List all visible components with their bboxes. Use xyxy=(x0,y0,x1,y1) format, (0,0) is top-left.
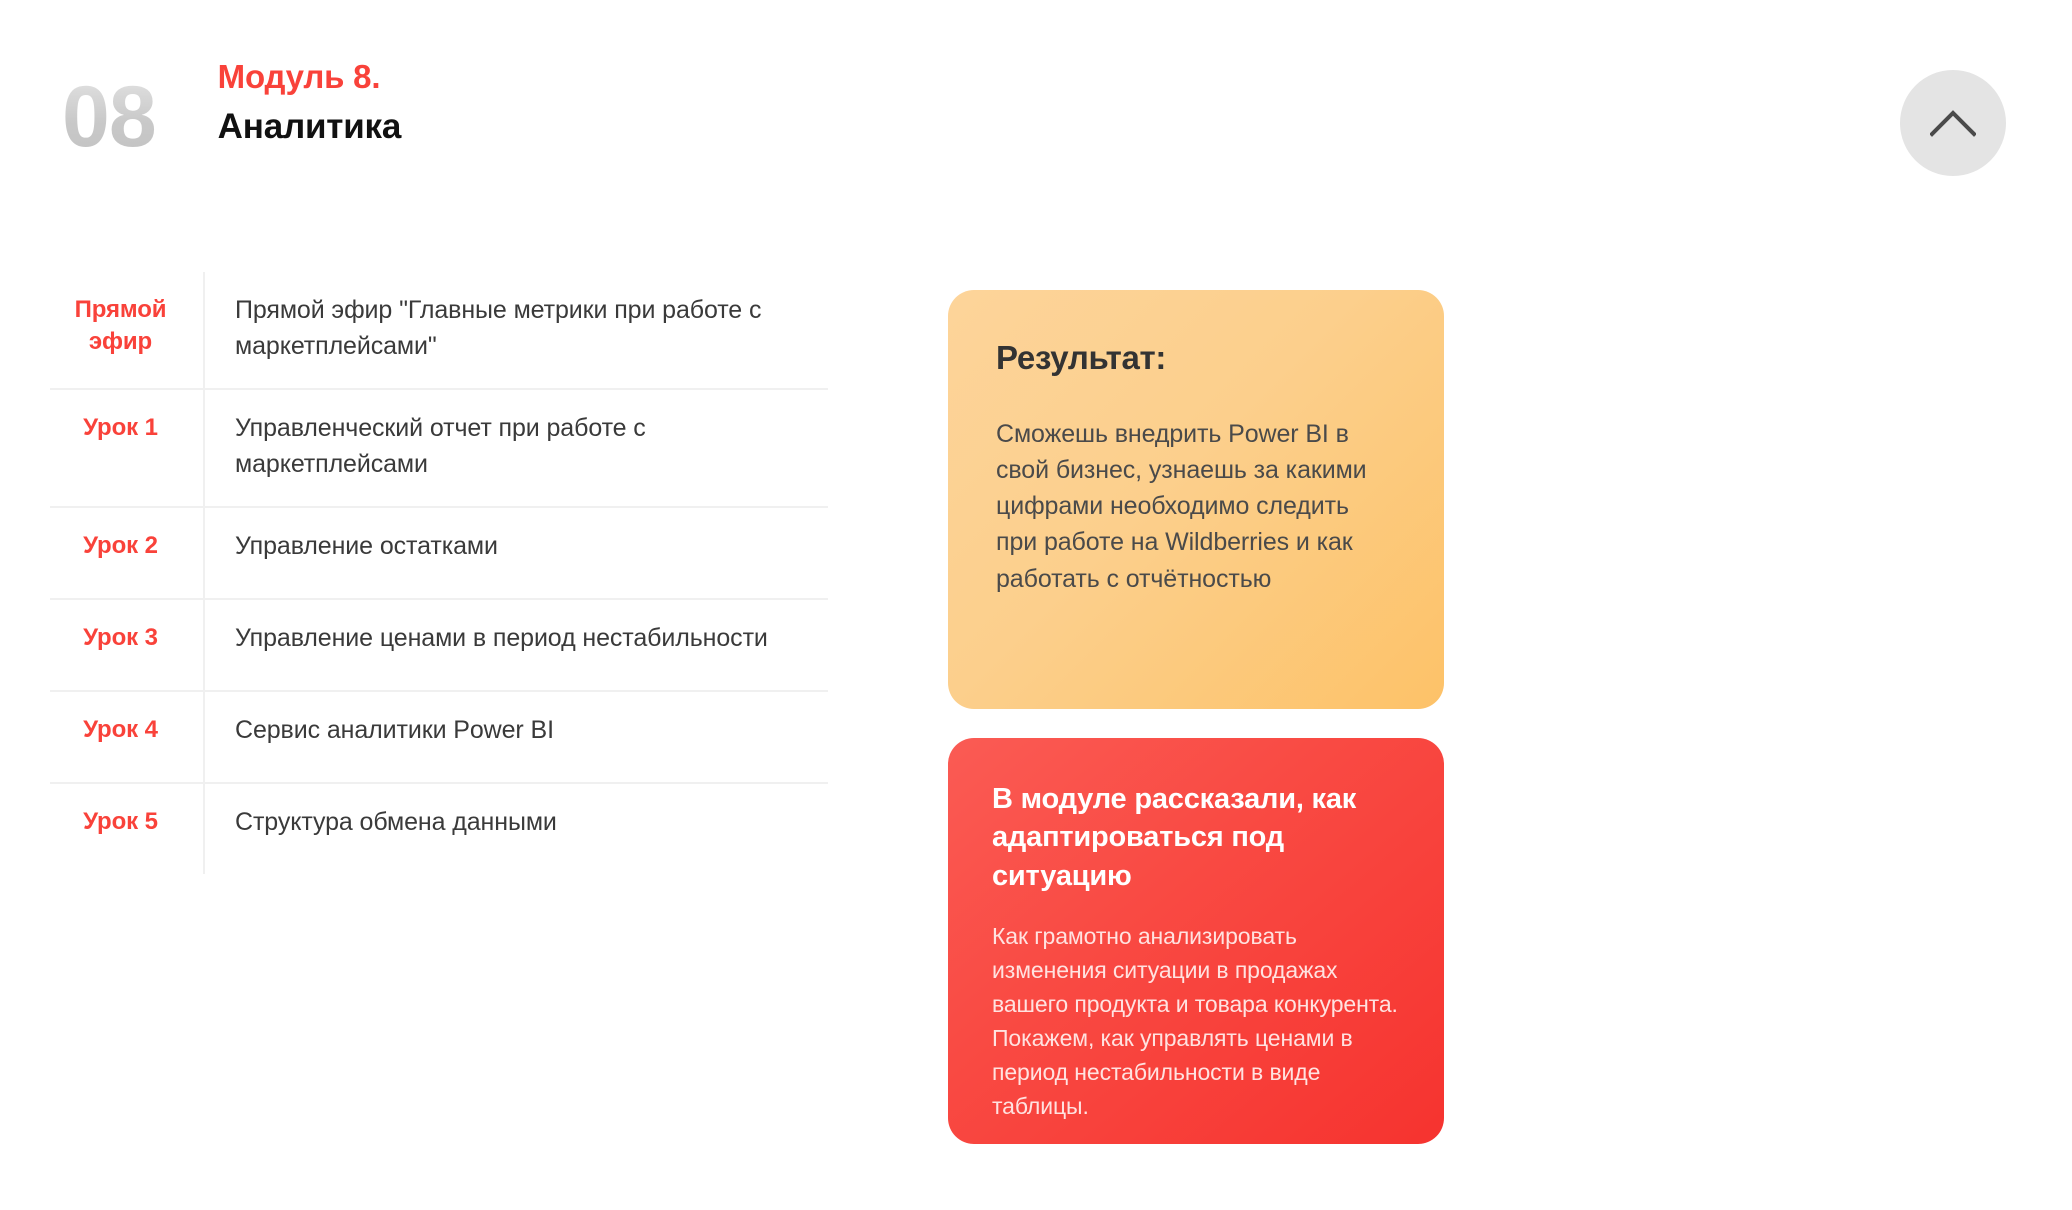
module-summary-card xyxy=(948,738,1444,1144)
lesson-title: Структура обмена данными xyxy=(235,808,557,836)
page-title: Аналитика xyxy=(217,107,402,147)
lesson-title: Прямой эфир "Главные метрики при работе с маркетплейсами" xyxy=(235,296,762,360)
lesson-tag: Урок 5 xyxy=(83,808,158,835)
lesson-tag: Урок 1 xyxy=(83,414,158,441)
module-label: Модуль 8. xyxy=(217,58,381,95)
lesson-tag-cell xyxy=(50,784,205,874)
table-row[interactable] xyxy=(50,508,828,600)
lesson-title-cell xyxy=(205,784,828,874)
lesson-title: Управление остатками xyxy=(235,532,498,560)
result-card xyxy=(948,290,1444,709)
lesson-tag-cell xyxy=(50,508,205,598)
lesson-tag-cell xyxy=(50,600,205,690)
lesson-title-cell xyxy=(205,508,828,598)
table-row[interactable] xyxy=(50,600,828,692)
table-row[interactable] xyxy=(50,784,828,874)
lesson-tag-line-1: Прямой xyxy=(74,296,167,323)
result-card-body: Сможешь внедрить Power BI в свой бизнес, узнаешь за какими цифрами необходимо следить при работе на Wildberries и как работать с отчётностью xyxy=(996,419,1367,593)
module-summary-body: Как грамотно анализировать изменения ситуации в продажах вашего продукта и товара конкурента. Покажем, как управлять ценами в период нестабильности в виде таблицы. xyxy=(992,922,1398,1119)
table-row[interactable] xyxy=(50,390,828,508)
module-number: 08 xyxy=(62,69,156,165)
lesson-tag-cell xyxy=(50,390,205,506)
table-row[interactable] xyxy=(50,272,828,390)
lesson-tag xyxy=(75,294,167,357)
lesson-tag-line-2: эфир xyxy=(88,327,153,355)
lesson-title: Управление ценами в период нестабильности xyxy=(235,624,768,652)
lesson-title-cell xyxy=(205,692,828,782)
chevron-up-icon xyxy=(1930,109,1976,137)
lesson-tag: Урок 4 xyxy=(83,716,158,743)
lesson-tag: Урок 3 xyxy=(83,624,158,651)
lesson-title-cell xyxy=(205,272,828,388)
lesson-title: Управленческий отчет при работе с маркетплейсами xyxy=(235,414,646,478)
collapse-button[interactable] xyxy=(1900,70,2006,176)
lesson-title-cell xyxy=(205,600,828,690)
module-summary-heading: В модуле рассказали, как адаптироваться под ситуацию xyxy=(992,783,1357,892)
lesson-title: Сервис аналитики Power BI xyxy=(235,716,554,744)
header-titles xyxy=(218,48,401,150)
slide-header xyxy=(62,48,402,165)
lesson-tag-cell xyxy=(50,272,205,388)
lessons-table xyxy=(50,272,828,874)
lesson-title-cell xyxy=(205,390,828,506)
lesson-tag: Урок 2 xyxy=(83,532,158,559)
lesson-tag-cell xyxy=(50,692,205,782)
result-card-heading: Результат: xyxy=(996,339,1167,376)
table-row[interactable] xyxy=(50,692,828,784)
